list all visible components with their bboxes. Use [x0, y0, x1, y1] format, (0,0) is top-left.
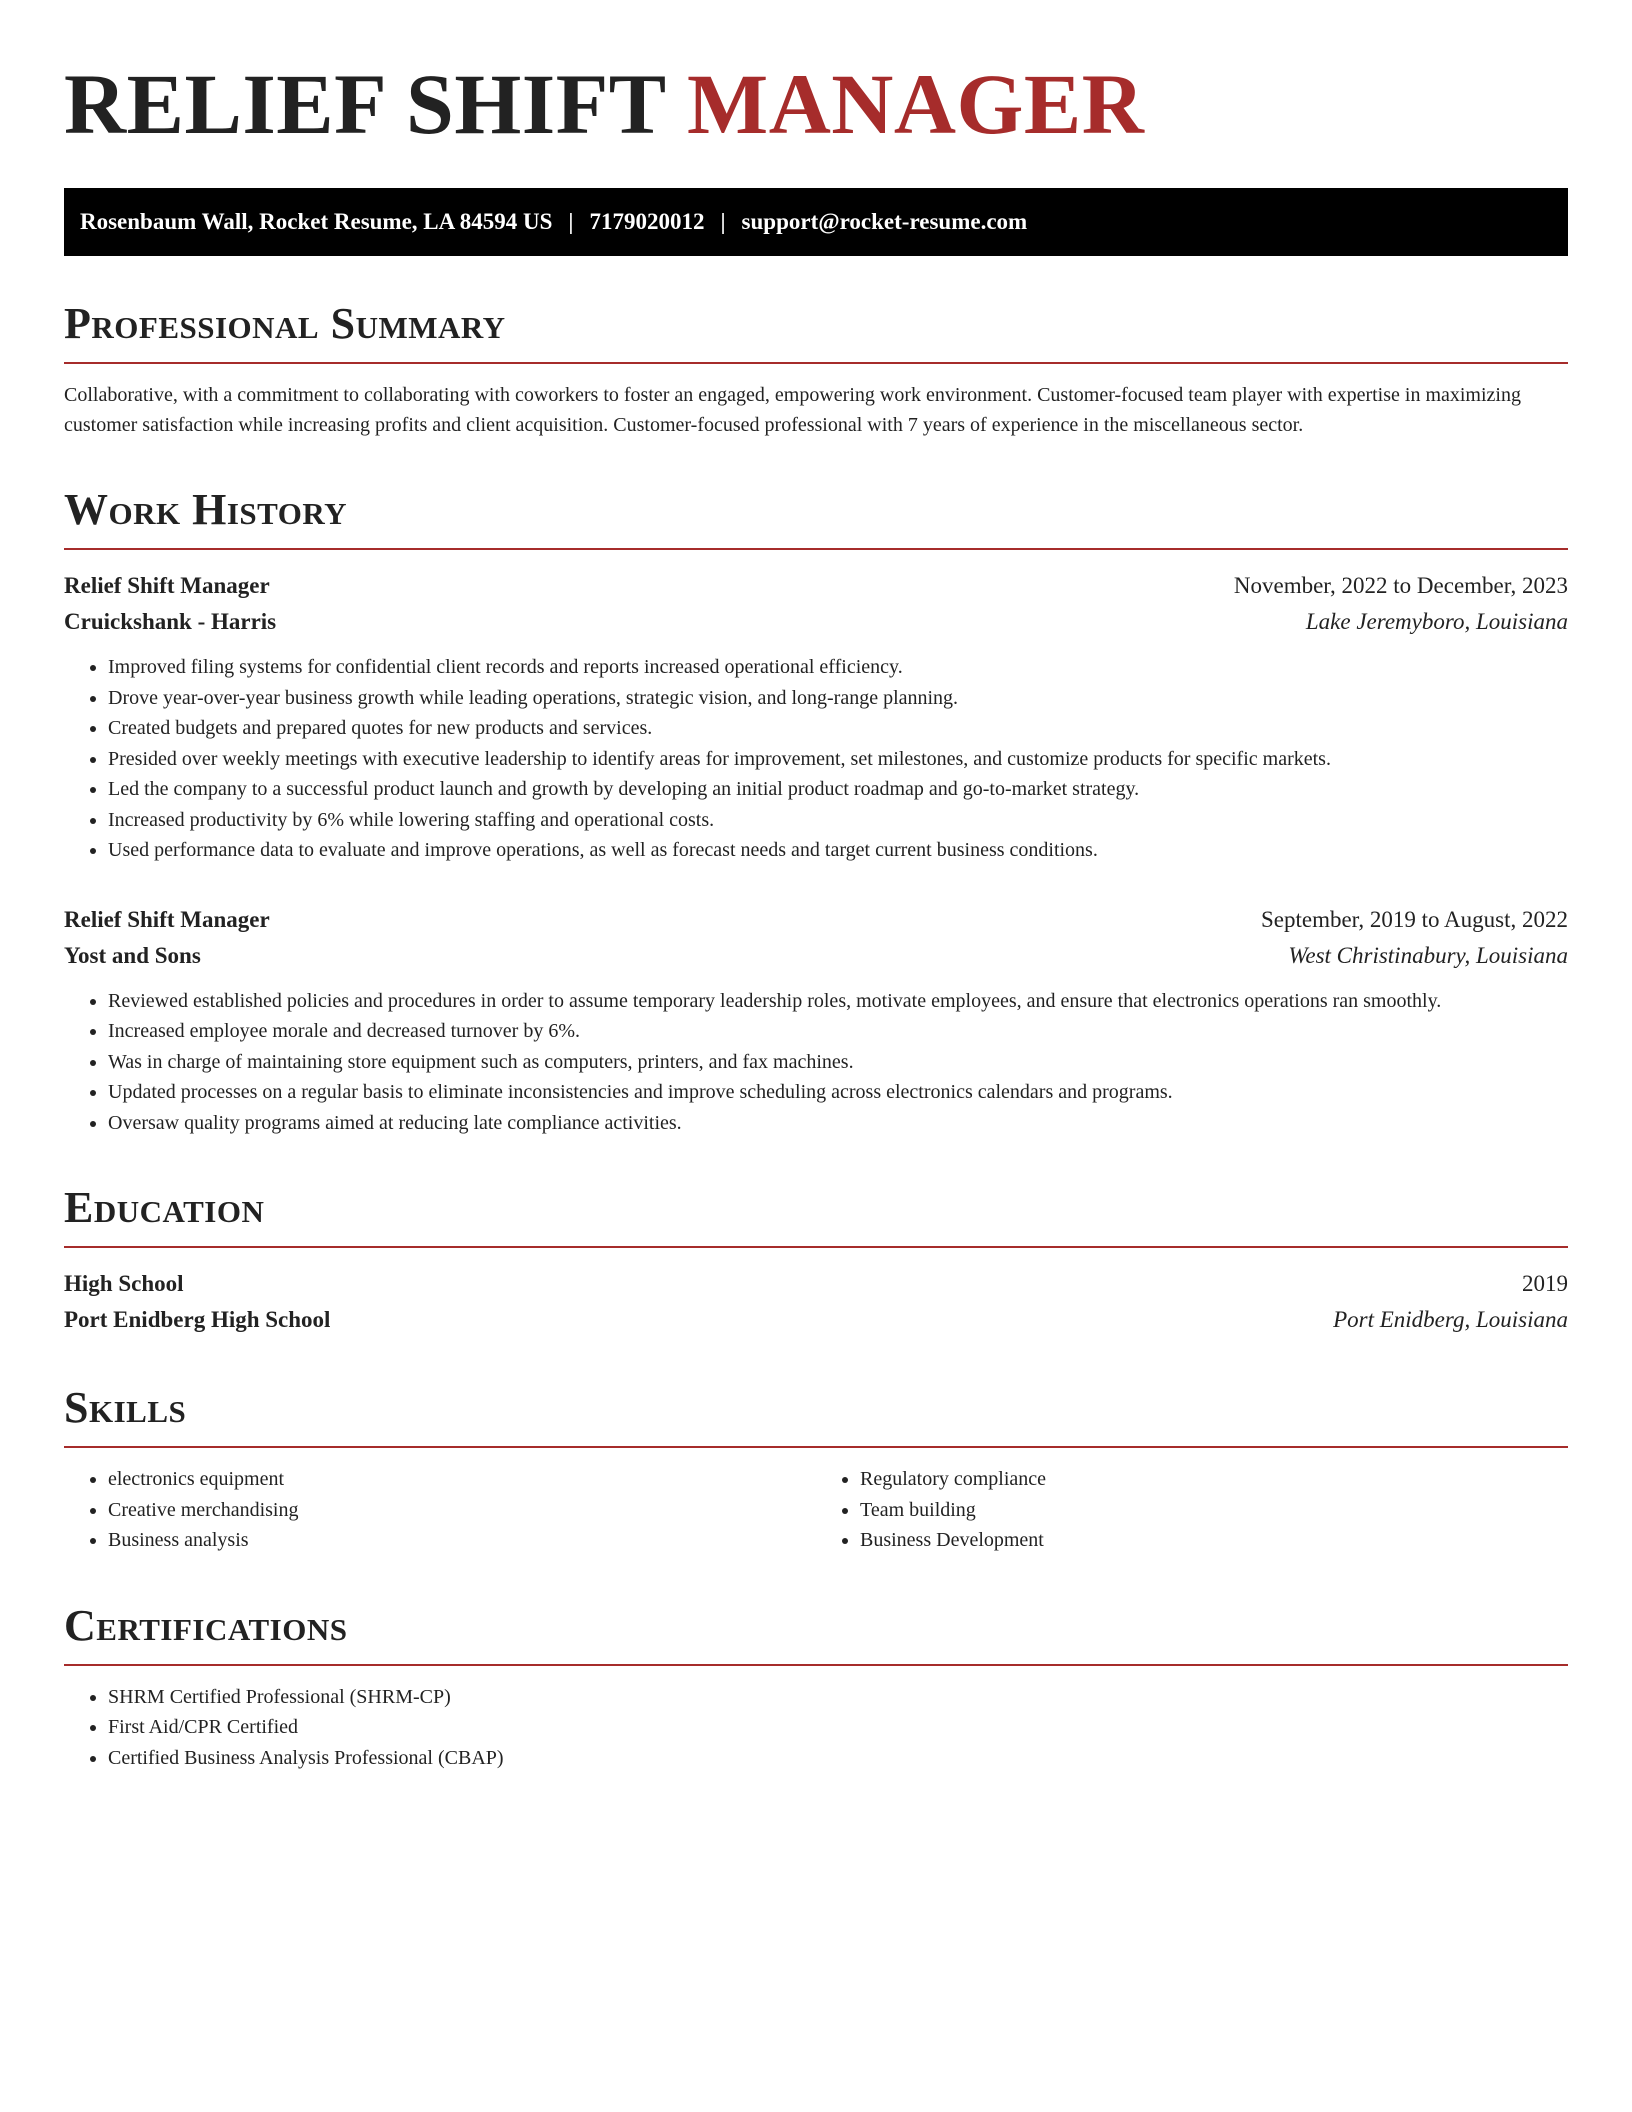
job-header-row — [64, 568, 1568, 604]
job-dates: September, 2019 to August, 2022 — [1260, 906, 1568, 932]
list-item: • Increased employee morale and decreased turnover by 6%. — [108, 1016, 1568, 1047]
education-section — [64, 1184, 1568, 1338]
section-divider — [64, 1664, 1568, 1666]
work-history-section — [64, 486, 1568, 1138]
job-entry — [64, 568, 1568, 866]
skill-item: • Business analysis — [108, 1525, 816, 1556]
job-company-row — [64, 938, 1568, 974]
certifications-section — [64, 1602, 1568, 1774]
job-header-row — [64, 902, 1568, 938]
skills-grid — [64, 1464, 1568, 1556]
job-company: Yost and Sons — [64, 942, 201, 968]
contact-address: Rosenbaum Wall, Rocket Resume, LA 84594 US — [80, 209, 553, 234]
job-company: Cruickshank - Harris — [64, 609, 277, 634]
skill-item: • Team building — [860, 1495, 1568, 1526]
skill-item: • Creative merchandising — [108, 1495, 816, 1526]
list-item: • Led the company to a successful product launch and growth by developing an initial product roadmap and go-to-market strategy. — [108, 774, 1568, 805]
job-bullets — [64, 652, 1568, 866]
list-item: • Reviewed established policies and procedures in order to assume temporary leadership roles, motivate employees, and ensure that electronics operations ran smoothly. — [108, 986, 1568, 1017]
title-primary: RELIEF SHIFT — [64, 56, 666, 152]
education-degree: High School — [64, 1271, 184, 1296]
contact-email: support@rocket-resume.com — [741, 209, 1028, 234]
education-year: 2019 — [1522, 1271, 1568, 1296]
job-company-row — [64, 604, 1568, 640]
section-heading: Skills — [64, 1383, 187, 1432]
section-heading: Education — [64, 1183, 265, 1232]
list-item: • Was in charge of maintaining store equipment such as computers, printers, and fax machines. — [108, 1047, 1568, 1078]
section-heading: Professional Summary — [64, 299, 506, 348]
skill-item: • Business Development — [860, 1525, 1568, 1556]
job-role: Relief Shift Manager — [64, 906, 270, 932]
list-item: • Updated processes on a regular basis to eliminate inconsistencies and improve scheduling across electronics calendars and programs. — [108, 1077, 1568, 1108]
education-location: Port Enidberg, Louisiana — [1333, 1307, 1568, 1332]
section-heading: Work History — [64, 485, 348, 534]
certification-item: • Certified Business Analysis Professional (CBAP) — [108, 1743, 1568, 1774]
skills-column-right — [816, 1464, 1568, 1556]
job-entry — [64, 902, 1568, 1139]
contact-separator: | — [568, 209, 574, 234]
list-item: • Oversaw quality programs aimed at reducing late compliance activities. — [108, 1108, 1568, 1139]
list-item: • Improved filing systems for confidential client records and reports increased operational efficiency. — [108, 652, 1568, 683]
list-item: • Drove year-over-year business growth while leading operations, strategic vision, and long-range planning. — [108, 683, 1568, 714]
contact-separator: | — [720, 209, 726, 234]
education-header-row — [64, 1266, 1568, 1302]
contact-phone: 7179020012 — [589, 209, 705, 234]
skills-column-left — [64, 1464, 816, 1556]
contact-bar — [64, 188, 1568, 256]
list-item: • Increased productivity by 6% while lowering staffing and operational costs. — [108, 805, 1568, 836]
skills-section — [64, 1384, 1568, 1556]
list-item: • Used performance data to evaluate and improve operations, as well as forecast needs and target current business conditions. — [108, 835, 1568, 866]
section-divider — [64, 362, 1568, 364]
list-item: • Created budgets and prepared quotes for new products and services. — [108, 713, 1568, 744]
list-item: • Presided over weekly meetings with executive leadership to identify areas for improvement, set milestones, and customize products for specific markets. — [108, 744, 1568, 775]
section-heading: Certifications — [64, 1600, 348, 1650]
certification-list — [64, 1682, 1568, 1774]
section-divider — [64, 548, 1568, 550]
title-accent: MANAGER — [687, 56, 1145, 152]
summary-section — [64, 300, 1568, 440]
education-school-row — [64, 1302, 1568, 1338]
candidate-title — [64, 58, 1568, 150]
job-role: Relief Shift Manager — [64, 573, 270, 598]
job-location: West Christinabury, Louisiana — [1288, 942, 1568, 968]
skill-item: • electronics equipment — [108, 1464, 816, 1495]
education-entry — [64, 1266, 1568, 1338]
section-divider — [64, 1446, 1568, 1448]
education-school: Port Enidberg High School — [64, 1307, 331, 1332]
certification-item: • First Aid/CPR Certified — [108, 1712, 1568, 1743]
job-location: Lake Jeremyboro, Louisiana — [1305, 609, 1568, 634]
summary-text: Collaborative, with a commitment to collaborating with coworkers to foster an engaged, empowering work environment. Customer-focused team player with expertise in maximizing customer satisfaction while increasing profits and client acquisition. Customer-focused professional with 7 years of experience in the miscellaneous sector. — [64, 384, 1521, 436]
certification-item: • SHRM Certified Professional (SHRM-CP) — [108, 1682, 1568, 1713]
section-divider — [64, 1246, 1568, 1248]
job-bullets — [64, 986, 1568, 1139]
job-dates: November, 2022 to December, 2023 — [1233, 573, 1568, 598]
skill-item: • Regulatory compliance — [860, 1464, 1568, 1495]
